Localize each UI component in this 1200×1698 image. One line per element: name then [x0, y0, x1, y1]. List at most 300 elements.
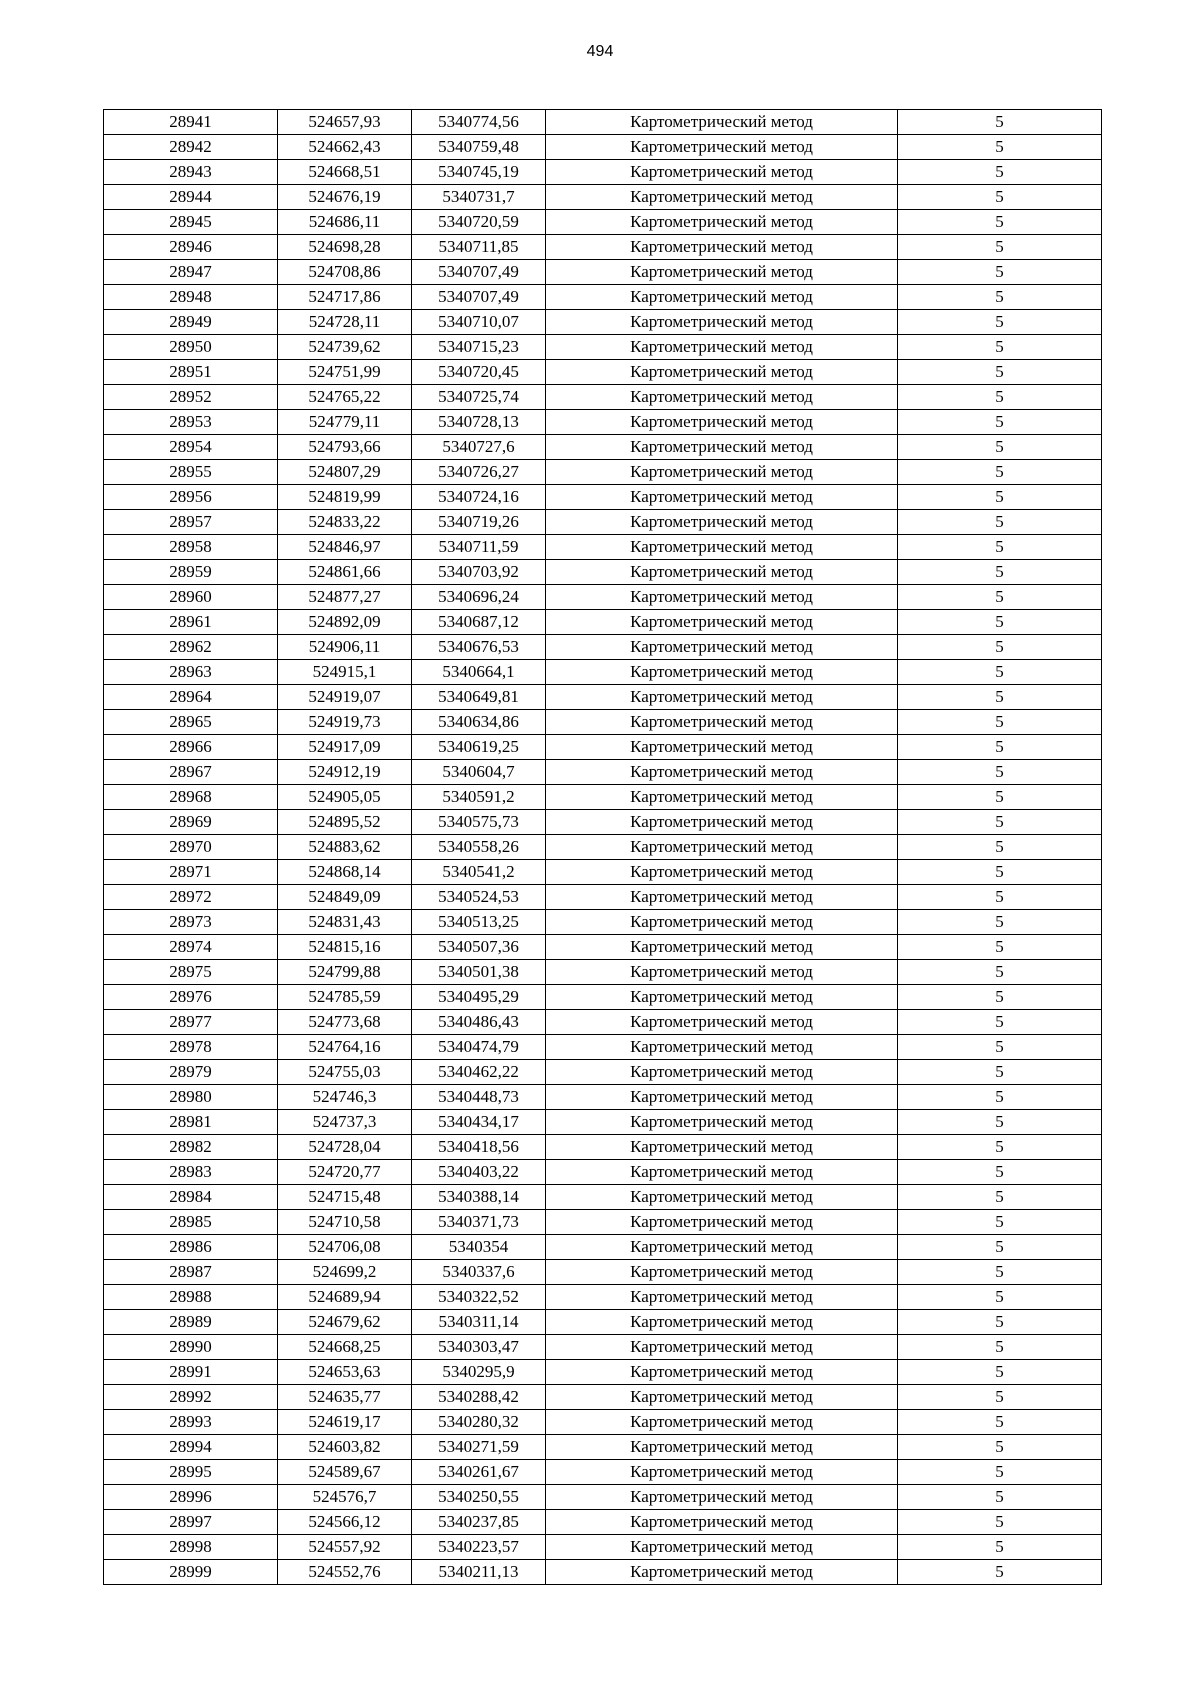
accuracy-cell: 5: [898, 1485, 1102, 1510]
point-number-cell: 28984: [104, 1185, 278, 1210]
table-row: [104, 185, 1102, 210]
table-row: [104, 1060, 1102, 1085]
accuracy-cell: 5: [898, 935, 1102, 960]
accuracy-cell: 5: [898, 610, 1102, 635]
table-row: [104, 1560, 1102, 1585]
method-cell: Картометрический метод: [546, 935, 898, 960]
y-coordinate-cell: 5340727,6: [412, 435, 546, 460]
x-coordinate-cell: 524603,82: [278, 1435, 412, 1460]
point-number-cell: 28967: [104, 760, 278, 785]
y-coordinate-cell: 5340280,32: [412, 1410, 546, 1435]
x-coordinate-cell: 524785,59: [278, 985, 412, 1010]
x-coordinate-cell: 524706,08: [278, 1235, 412, 1260]
y-coordinate-cell: 5340271,59: [412, 1435, 546, 1460]
point-number-cell: 28995: [104, 1460, 278, 1485]
accuracy-cell: 5: [898, 160, 1102, 185]
method-cell: Картометрический метод: [546, 685, 898, 710]
y-coordinate-cell: 5340774,56: [412, 110, 546, 135]
point-number-cell: 28964: [104, 685, 278, 710]
y-coordinate-cell: 5340724,16: [412, 485, 546, 510]
method-cell: Картометрический метод: [546, 610, 898, 635]
x-coordinate-cell: 524831,43: [278, 910, 412, 935]
x-coordinate-cell: 524699,2: [278, 1260, 412, 1285]
accuracy-cell: 5: [898, 410, 1102, 435]
table-row: [104, 835, 1102, 860]
y-coordinate-cell: 5340711,59: [412, 535, 546, 560]
table-row: [104, 385, 1102, 410]
point-number-cell: 28949: [104, 310, 278, 335]
accuracy-cell: 5: [898, 1560, 1102, 1585]
table-row: [104, 1410, 1102, 1435]
point-number-cell: 28983: [104, 1160, 278, 1185]
accuracy-cell: 5: [898, 1185, 1102, 1210]
table-row: [104, 1335, 1102, 1360]
accuracy-cell: 5: [898, 985, 1102, 1010]
x-coordinate-cell: 524737,3: [278, 1110, 412, 1135]
method-cell: Картометрический метод: [546, 1085, 898, 1110]
point-number-cell: 28955: [104, 460, 278, 485]
table-row: [104, 485, 1102, 510]
point-number-cell: 28974: [104, 935, 278, 960]
method-cell: Картометрический метод: [546, 635, 898, 660]
x-coordinate-cell: 524552,76: [278, 1560, 412, 1585]
x-coordinate-cell: 524849,09: [278, 885, 412, 910]
x-coordinate-cell: 524668,51: [278, 160, 412, 185]
accuracy-cell: 5: [898, 335, 1102, 360]
table-row: [104, 510, 1102, 535]
table-row: [104, 310, 1102, 335]
point-number-cell: 28999: [104, 1560, 278, 1585]
accuracy-cell: 5: [898, 1285, 1102, 1310]
point-number-cell: 28989: [104, 1310, 278, 1335]
method-cell: Картометрический метод: [546, 860, 898, 885]
point-number-cell: 28986: [104, 1235, 278, 1260]
method-cell: Картометрический метод: [546, 1560, 898, 1585]
x-coordinate-cell: 524739,62: [278, 335, 412, 360]
method-cell: Картометрический метод: [546, 1160, 898, 1185]
y-coordinate-cell: 5340731,7: [412, 185, 546, 210]
method-cell: Картометрический метод: [546, 1410, 898, 1435]
coordinates-table-body: [104, 110, 1102, 1585]
method-cell: Картометрический метод: [546, 510, 898, 535]
x-coordinate-cell: 524717,86: [278, 285, 412, 310]
x-coordinate-cell: 524883,62: [278, 835, 412, 860]
method-cell: Картометрический метод: [546, 210, 898, 235]
x-coordinate-cell: 524708,86: [278, 260, 412, 285]
table-row: [104, 1235, 1102, 1260]
point-number-cell: 28972: [104, 885, 278, 910]
point-number-cell: 28994: [104, 1435, 278, 1460]
method-cell: Картометрический метод: [546, 810, 898, 835]
point-number-cell: 28950: [104, 335, 278, 360]
y-coordinate-cell: 5340474,79: [412, 1035, 546, 1060]
x-coordinate-cell: 524919,07: [278, 685, 412, 710]
point-number-cell: 28941: [104, 110, 278, 135]
y-coordinate-cell: 5340486,43: [412, 1010, 546, 1035]
x-coordinate-cell: 524715,48: [278, 1185, 412, 1210]
table-row: [104, 685, 1102, 710]
accuracy-cell: 5: [898, 710, 1102, 735]
method-cell: Картометрический метод: [546, 560, 898, 585]
y-coordinate-cell: 5340728,13: [412, 410, 546, 435]
y-coordinate-cell: 5340288,42: [412, 1385, 546, 1410]
accuracy-cell: 5: [898, 510, 1102, 535]
x-coordinate-cell: 524662,43: [278, 135, 412, 160]
accuracy-cell: 5: [898, 460, 1102, 485]
accuracy-cell: 5: [898, 1410, 1102, 1435]
table-row: [104, 410, 1102, 435]
y-coordinate-cell: 5340707,49: [412, 260, 546, 285]
accuracy-cell: 5: [898, 960, 1102, 985]
method-cell: Картометрический метод: [546, 1360, 898, 1385]
point-number-cell: 28963: [104, 660, 278, 685]
x-coordinate-cell: 524576,7: [278, 1485, 412, 1510]
method-cell: Картометрический метод: [546, 785, 898, 810]
table-row: [104, 260, 1102, 285]
method-cell: Картометрический метод: [546, 885, 898, 910]
point-number-cell: 28948: [104, 285, 278, 310]
point-number-cell: 28985: [104, 1210, 278, 1235]
point-number-cell: 28965: [104, 710, 278, 735]
table-row: [104, 935, 1102, 960]
accuracy-cell: 5: [898, 1210, 1102, 1235]
method-cell: Картометрический метод: [546, 110, 898, 135]
method-cell: Картометрический метод: [546, 1110, 898, 1135]
table-row: [104, 610, 1102, 635]
method-cell: Картометрический метод: [546, 335, 898, 360]
x-coordinate-cell: 524919,73: [278, 710, 412, 735]
point-number-cell: 28958: [104, 535, 278, 560]
accuracy-cell: 5: [898, 1460, 1102, 1485]
y-coordinate-cell: 5340223,57: [412, 1535, 546, 1560]
method-cell: Картометрический метод: [546, 1535, 898, 1560]
point-number-cell: 28990: [104, 1335, 278, 1360]
point-number-cell: 28969: [104, 810, 278, 835]
table-row: [104, 460, 1102, 485]
y-coordinate-cell: 5340507,36: [412, 935, 546, 960]
y-coordinate-cell: 5340388,14: [412, 1185, 546, 1210]
method-cell: Картометрический метод: [546, 460, 898, 485]
accuracy-cell: 5: [898, 885, 1102, 910]
point-number-cell: 28975: [104, 960, 278, 985]
method-cell: Картометрический метод: [546, 385, 898, 410]
table-row: [104, 1510, 1102, 1535]
accuracy-cell: 5: [898, 760, 1102, 785]
x-coordinate-cell: 524905,05: [278, 785, 412, 810]
method-cell: Картометрический метод: [546, 485, 898, 510]
x-coordinate-cell: 524635,77: [278, 1385, 412, 1410]
x-coordinate-cell: 524895,52: [278, 810, 412, 835]
x-coordinate-cell: 524653,63: [278, 1360, 412, 1385]
method-cell: Картометрический метод: [546, 1035, 898, 1060]
point-number-cell: 28987: [104, 1260, 278, 1285]
x-coordinate-cell: 524728,04: [278, 1135, 412, 1160]
accuracy-cell: 5: [898, 585, 1102, 610]
y-coordinate-cell: 5340707,49: [412, 285, 546, 310]
accuracy-cell: 5: [898, 1235, 1102, 1260]
y-coordinate-cell: 5340303,47: [412, 1335, 546, 1360]
accuracy-cell: 5: [898, 260, 1102, 285]
accuracy-cell: 5: [898, 860, 1102, 885]
x-coordinate-cell: 524807,29: [278, 460, 412, 485]
method-cell: Картометрический метод: [546, 1060, 898, 1085]
method-cell: Картометрический метод: [546, 1260, 898, 1285]
accuracy-cell: 5: [898, 1035, 1102, 1060]
accuracy-cell: 5: [898, 1085, 1102, 1110]
table-row: [104, 735, 1102, 760]
x-coordinate-cell: 524861,66: [278, 560, 412, 585]
x-coordinate-cell: 524868,14: [278, 860, 412, 885]
table-row: [104, 1035, 1102, 1060]
x-coordinate-cell: 524566,12: [278, 1510, 412, 1535]
y-coordinate-cell: 5340371,73: [412, 1210, 546, 1235]
accuracy-cell: 5: [898, 1060, 1102, 1085]
method-cell: Картометрический метод: [546, 1185, 898, 1210]
accuracy-cell: 5: [898, 535, 1102, 560]
x-coordinate-cell: 524557,92: [278, 1535, 412, 1560]
table-row: [104, 635, 1102, 660]
x-coordinate-cell: 524799,88: [278, 960, 412, 985]
point-number-cell: 28943: [104, 160, 278, 185]
table-row: [104, 1010, 1102, 1035]
y-coordinate-cell: 5340354: [412, 1235, 546, 1260]
table-row: [104, 810, 1102, 835]
y-coordinate-cell: 5340418,56: [412, 1135, 546, 1160]
table-row: [104, 335, 1102, 360]
method-cell: Картометрический метод: [546, 1510, 898, 1535]
y-coordinate-cell: 5340745,19: [412, 160, 546, 185]
point-number-cell: 28959: [104, 560, 278, 585]
y-coordinate-cell: 5340604,7: [412, 760, 546, 785]
y-coordinate-cell: 5340649,81: [412, 685, 546, 710]
x-coordinate-cell: 524819,99: [278, 485, 412, 510]
x-coordinate-cell: 524679,62: [278, 1310, 412, 1335]
y-coordinate-cell: 5340495,29: [412, 985, 546, 1010]
accuracy-cell: 5: [898, 685, 1102, 710]
method-cell: Картометрический метод: [546, 535, 898, 560]
x-coordinate-cell: 524619,17: [278, 1410, 412, 1435]
table-row: [104, 1160, 1102, 1185]
x-coordinate-cell: 524698,28: [278, 235, 412, 260]
method-cell: Картометрический метод: [546, 1210, 898, 1235]
method-cell: Картометрический метод: [546, 260, 898, 285]
point-number-cell: 28942: [104, 135, 278, 160]
point-number-cell: 28954: [104, 435, 278, 460]
x-coordinate-cell: 524668,25: [278, 1335, 412, 1360]
accuracy-cell: 5: [898, 1535, 1102, 1560]
point-number-cell: 28946: [104, 235, 278, 260]
y-coordinate-cell: 5340725,74: [412, 385, 546, 410]
point-number-cell: 28960: [104, 585, 278, 610]
accuracy-cell: 5: [898, 735, 1102, 760]
x-coordinate-cell: 524833,22: [278, 510, 412, 535]
accuracy-cell: 5: [898, 135, 1102, 160]
point-number-cell: 28966: [104, 735, 278, 760]
y-coordinate-cell: 5340434,17: [412, 1110, 546, 1135]
x-coordinate-cell: 524892,09: [278, 610, 412, 635]
y-coordinate-cell: 5340558,26: [412, 835, 546, 860]
x-coordinate-cell: 524846,97: [278, 535, 412, 560]
y-coordinate-cell: 5340719,26: [412, 510, 546, 535]
y-coordinate-cell: 5340513,25: [412, 910, 546, 935]
table-row: [104, 1435, 1102, 1460]
method-cell: Картометрический метод: [546, 585, 898, 610]
point-number-cell: 28977: [104, 1010, 278, 1035]
table-row: [104, 285, 1102, 310]
table-row: [104, 1535, 1102, 1560]
point-number-cell: 28957: [104, 510, 278, 535]
point-number-cell: 28970: [104, 835, 278, 860]
x-coordinate-cell: 524915,1: [278, 660, 412, 685]
accuracy-cell: 5: [898, 360, 1102, 385]
method-cell: Картометрический метод: [546, 985, 898, 1010]
x-coordinate-cell: 524689,94: [278, 1285, 412, 1310]
point-number-cell: 28991: [104, 1360, 278, 1385]
method-cell: Картометрический метод: [546, 1285, 898, 1310]
table-row: [104, 910, 1102, 935]
point-number-cell: 28947: [104, 260, 278, 285]
method-cell: Картометрический метод: [546, 435, 898, 460]
accuracy-cell: 5: [898, 110, 1102, 135]
table-row: [104, 435, 1102, 460]
x-coordinate-cell: 524755,03: [278, 1060, 412, 1085]
y-coordinate-cell: 5340710,07: [412, 310, 546, 335]
y-coordinate-cell: 5340676,53: [412, 635, 546, 660]
x-coordinate-cell: 524746,3: [278, 1085, 412, 1110]
y-coordinate-cell: 5340524,53: [412, 885, 546, 910]
table-row: [104, 885, 1102, 910]
accuracy-cell: 5: [898, 1510, 1102, 1535]
x-coordinate-cell: 524815,16: [278, 935, 412, 960]
table-row: [104, 1110, 1102, 1135]
table-row: [104, 785, 1102, 810]
y-coordinate-cell: 5340687,12: [412, 610, 546, 635]
point-number-cell: 28971: [104, 860, 278, 885]
point-number-cell: 28953: [104, 410, 278, 435]
table-row: [104, 985, 1102, 1010]
y-coordinate-cell: 5340541,2: [412, 860, 546, 885]
point-number-cell: 28973: [104, 910, 278, 935]
accuracy-cell: 5: [898, 1335, 1102, 1360]
accuracy-cell: 5: [898, 1360, 1102, 1385]
x-coordinate-cell: 524728,11: [278, 310, 412, 335]
method-cell: Картометрический метод: [546, 360, 898, 385]
x-coordinate-cell: 524764,16: [278, 1035, 412, 1060]
y-coordinate-cell: 5340322,52: [412, 1285, 546, 1310]
accuracy-cell: 5: [898, 785, 1102, 810]
table-row: [104, 1385, 1102, 1410]
x-coordinate-cell: 524686,11: [278, 210, 412, 235]
y-coordinate-cell: 5340591,2: [412, 785, 546, 810]
accuracy-cell: 5: [898, 185, 1102, 210]
accuracy-cell: 5: [898, 435, 1102, 460]
method-cell: Картометрический метод: [546, 1335, 898, 1360]
table-row: [104, 1185, 1102, 1210]
point-number-cell: 28962: [104, 635, 278, 660]
point-number-cell: 28979: [104, 1060, 278, 1085]
accuracy-cell: 5: [898, 810, 1102, 835]
accuracy-cell: 5: [898, 1135, 1102, 1160]
method-cell: Картометрический метод: [546, 1385, 898, 1410]
x-coordinate-cell: 524589,67: [278, 1460, 412, 1485]
y-coordinate-cell: 5340720,45: [412, 360, 546, 385]
method-cell: Картометрический метод: [546, 135, 898, 160]
point-number-cell: 28961: [104, 610, 278, 635]
y-coordinate-cell: 5340403,22: [412, 1160, 546, 1185]
y-coordinate-cell: 5340501,38: [412, 960, 546, 985]
accuracy-cell: 5: [898, 1435, 1102, 1460]
accuracy-cell: 5: [898, 660, 1102, 685]
method-cell: Картометрический метод: [546, 835, 898, 860]
x-coordinate-cell: 524765,22: [278, 385, 412, 410]
y-coordinate-cell: 5340448,73: [412, 1085, 546, 1110]
table-row: [104, 960, 1102, 985]
table-row: [104, 560, 1102, 585]
y-coordinate-cell: 5340575,73: [412, 810, 546, 835]
method-cell: Картометрический метод: [546, 1460, 898, 1485]
point-number-cell: 28992: [104, 1385, 278, 1410]
point-number-cell: 28982: [104, 1135, 278, 1160]
y-coordinate-cell: 5340295,9: [412, 1360, 546, 1385]
table-row: [104, 235, 1102, 260]
accuracy-cell: 5: [898, 1310, 1102, 1335]
table-row: [104, 585, 1102, 610]
y-coordinate-cell: 5340634,86: [412, 710, 546, 735]
accuracy-cell: 5: [898, 310, 1102, 335]
y-coordinate-cell: 5340337,6: [412, 1260, 546, 1285]
accuracy-cell: 5: [898, 1260, 1102, 1285]
point-number-cell: 28951: [104, 360, 278, 385]
method-cell: Картометрический метод: [546, 910, 898, 935]
y-coordinate-cell: 5340720,59: [412, 210, 546, 235]
x-coordinate-cell: 524912,19: [278, 760, 412, 785]
point-number-cell: 28996: [104, 1485, 278, 1510]
point-number-cell: 28944: [104, 185, 278, 210]
method-cell: Картометрический метод: [546, 1435, 898, 1460]
y-coordinate-cell: 5340711,85: [412, 235, 546, 260]
point-number-cell: 28956: [104, 485, 278, 510]
point-number-cell: 28998: [104, 1535, 278, 1560]
point-number-cell: 28952: [104, 385, 278, 410]
y-coordinate-cell: 5340664,1: [412, 660, 546, 685]
y-coordinate-cell: 5340462,22: [412, 1060, 546, 1085]
table-row: [104, 1310, 1102, 1335]
method-cell: Картометрический метод: [546, 1010, 898, 1035]
page-number: 494: [586, 43, 614, 60]
accuracy-cell: 5: [898, 635, 1102, 660]
point-number-cell: 28945: [104, 210, 278, 235]
x-coordinate-cell: 524720,77: [278, 1160, 412, 1185]
table-row: [104, 1210, 1102, 1235]
method-cell: Картометрический метод: [546, 285, 898, 310]
accuracy-cell: 5: [898, 1160, 1102, 1185]
coordinates-table: [103, 109, 1102, 1585]
point-number-cell: 28976: [104, 985, 278, 1010]
accuracy-cell: 5: [898, 385, 1102, 410]
method-cell: Картометрический метод: [546, 735, 898, 760]
method-cell: Картометрический метод: [546, 160, 898, 185]
table-row: [104, 1460, 1102, 1485]
table-row: [104, 110, 1102, 135]
table-row: [104, 660, 1102, 685]
x-coordinate-cell: 524793,66: [278, 435, 412, 460]
table-row: [104, 860, 1102, 885]
table-row: [104, 360, 1102, 385]
x-coordinate-cell: 524773,68: [278, 1010, 412, 1035]
point-number-cell: 28968: [104, 785, 278, 810]
accuracy-cell: 5: [898, 235, 1102, 260]
method-cell: Картометрический метод: [546, 1485, 898, 1510]
